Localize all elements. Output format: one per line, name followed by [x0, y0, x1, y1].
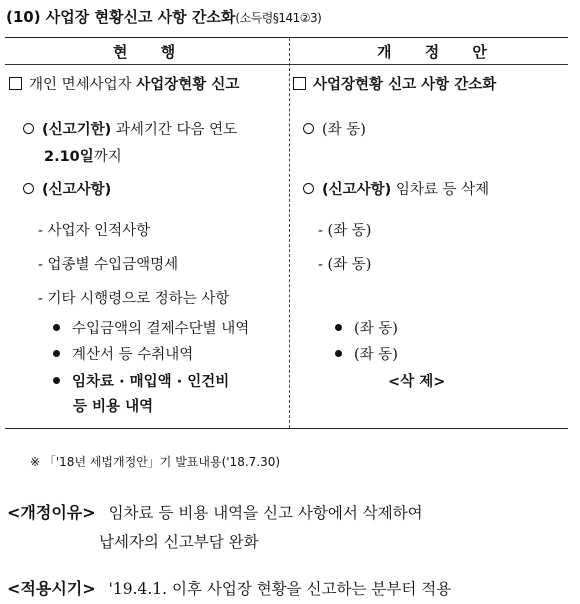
- circle-bullet-icon: [303, 123, 314, 134]
- legal-reference: (소득령§141②3): [235, 11, 322, 25]
- current-filing-deadline: (신고기한) 과세기간 다음 연도: [23, 120, 237, 140]
- dot-bullet-icon: [53, 350, 60, 357]
- current-sub-item-2: - 업종별 수입금액명세: [38, 257, 179, 273]
- current-filing-deadline-date: 2.10일까지: [44, 149, 122, 165]
- current-bullet-3: 임차료 · 매입액 · 인건비: [53, 372, 229, 392]
- revised-filing-items: (신고사항) 임차료 등 삭제: [303, 180, 489, 200]
- revised-heading: 사업장현황 신고 사항 간소화: [293, 75, 496, 95]
- current-sub-item-3: - 기타 시행령으로 정하는 사항: [38, 291, 230, 307]
- current-bullet-1: 수입금액의 결제수단별 내역: [53, 319, 249, 339]
- current-bullet-2: 계산서 등 수취내역: [53, 345, 193, 365]
- revision-reason-label: <개정이유>: [7, 503, 96, 522]
- revision-reason: [7, 500, 423, 523]
- effective-period-text: '19.4.1. 이후 사업장 현황을 신고하는 분부터 적용: [108, 580, 452, 598]
- current-bullet-3-cont: 등 비용 내역: [73, 399, 154, 415]
- revised-sub-item-1: - (좌 동): [318, 223, 372, 239]
- current-heading: 개인 면세사업자 사업장현황 신고: [9, 75, 239, 95]
- effective-period: [7, 576, 451, 599]
- current-filing-items: (신고사항): [23, 180, 111, 200]
- column-divider: [289, 38, 290, 428]
- revised-bullet-2: (좌 동): [335, 345, 398, 365]
- dot-bullet-icon: [53, 324, 60, 331]
- circle-bullet-icon: [303, 183, 314, 194]
- column-header-current: 현 행: [113, 43, 190, 61]
- circle-bullet-icon: [23, 183, 34, 194]
- announcement-note: ※ 「'18년 세법개정안」기 발표내용('18.7.30): [30, 455, 281, 469]
- dot-bullet-icon: [335, 350, 342, 357]
- column-header-revised: 개 정 안: [377, 43, 501, 61]
- revision-reason-cont: 납세자의 신고부담 완화: [99, 533, 259, 551]
- revised-bullet-1: (좌 동): [335, 319, 398, 339]
- revision-reason-text: 임차료 등 비용 내역을 신고 사항에서 삭제하여: [108, 504, 423, 522]
- header-rule: [5, 64, 568, 65]
- effective-period-label: <적용시기>: [7, 579, 96, 598]
- comparison-table: [5, 37, 568, 429]
- checkbox-square-icon: [9, 77, 22, 90]
- circle-bullet-icon: [23, 123, 34, 134]
- section-title: [6, 6, 321, 27]
- section-title-main: (10) 사업장 현황신고 사항 간소화: [6, 8, 236, 26]
- dot-bullet-icon: [335, 324, 342, 331]
- dot-bullet-icon: [53, 377, 60, 384]
- checkbox-square-icon: [293, 77, 306, 90]
- current-sub-item-1: - 사업자 인적사항: [38, 223, 151, 239]
- revised-sub-item-2: - (좌 동): [318, 257, 372, 273]
- revised-deleted-label: <삭 제>: [388, 374, 446, 390]
- revised-filing-deadline: (좌 동): [303, 120, 366, 140]
